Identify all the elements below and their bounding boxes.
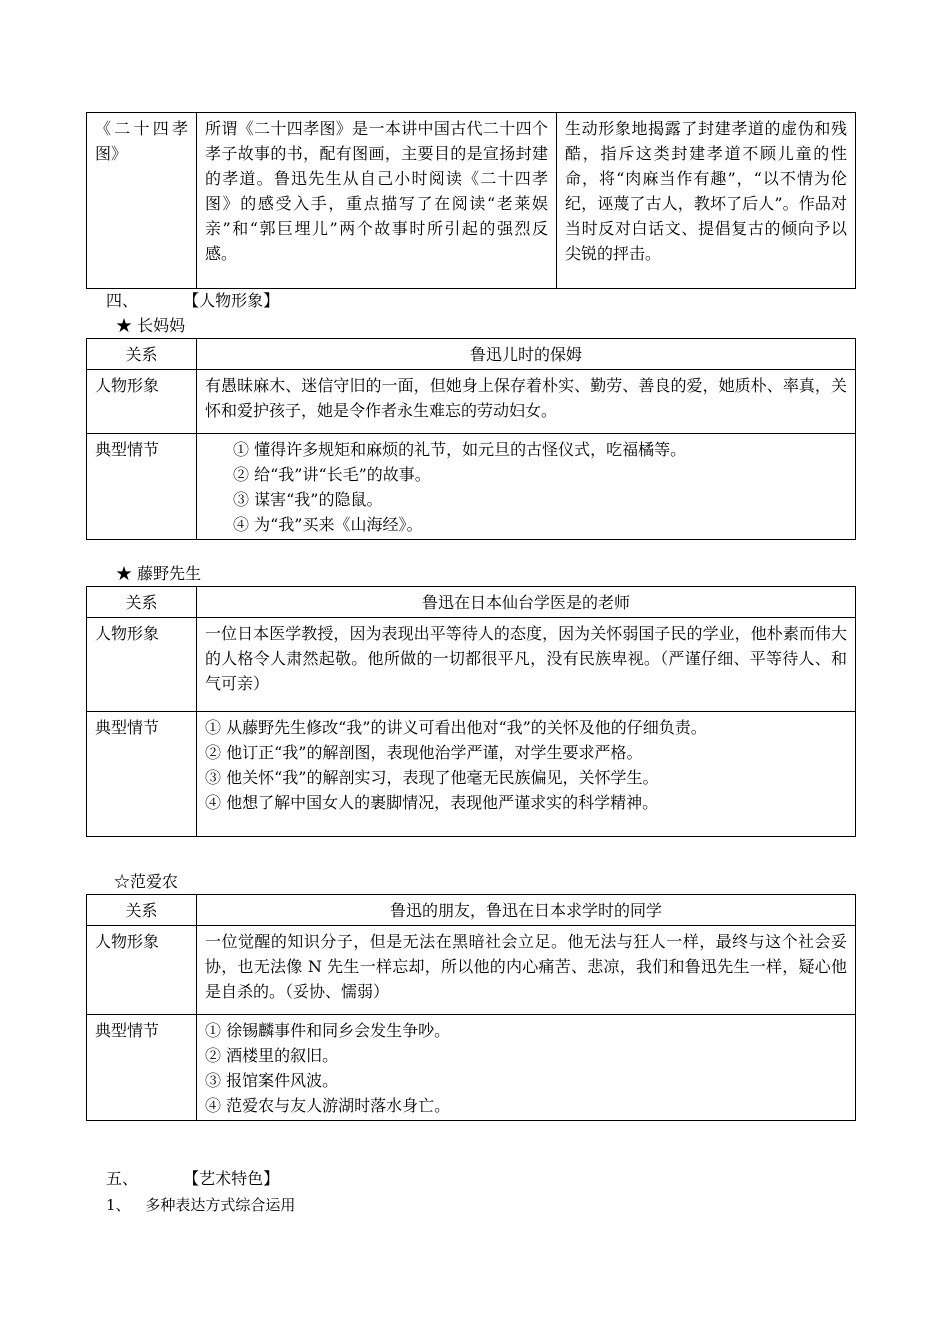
image-value: 一位觉醒的知识分子，但是无法在黑暗社会立足。他无法与狂人一样，最终与这个社会妥协，也无法像 N 先生一样忘却，所以他的内心痛苦、悲凉，我们和鲁迅先生一样，疑心他是自杀的。（妥协、懦弱） xyxy=(197,926,856,1015)
plots-cell xyxy=(197,1015,856,1121)
image-value: 有愚昧麻木、迷信守旧的一面，但她身上保存着朴实、勤劳、善良的爱，她质朴、率真，关怀和爱护孩子，她是令作者永生难忘的劳动妇女。 xyxy=(197,370,856,434)
table-row xyxy=(87,895,856,926)
character-heading-chang-mama: ★ 长妈妈 xyxy=(116,316,186,335)
plot-item: ③ 报馆案件风波。 xyxy=(205,1071,339,1090)
plot-item: ① 懂得许多规矩和麻烦的礼节，如元旦的古怪仪式，吃福橘等。 xyxy=(233,440,687,459)
work-title-cell: 《二十四孝图》 xyxy=(87,113,197,289)
relation-value: 鲁迅儿时的保姆 xyxy=(197,339,856,370)
row-label-relation: 关系 xyxy=(87,587,197,618)
section-4-number: 四、 xyxy=(106,291,139,310)
plot-item: ③ 他关怀“我”的解剖实习，表现了他毫无民族偏见，关怀学生。 xyxy=(205,768,659,787)
row-label-relation: 关系 xyxy=(87,339,197,370)
work-summary-table xyxy=(86,112,856,289)
character-table-fujino xyxy=(86,586,856,837)
character-heading-fan-ainong: ☆范爱农 xyxy=(114,872,179,891)
row-label-image: 人物形象 xyxy=(87,926,197,1015)
table-row xyxy=(87,587,856,618)
relation-value: 鲁迅在日本仙台学医是的老师 xyxy=(197,587,856,618)
row-label-plots: 典型情节 xyxy=(87,434,197,540)
plot-item: ② 给“我”讲“长毛”的故事。 xyxy=(233,465,431,484)
plot-item: ② 他订正“我”的解剖图，表现他治学严谨，对学生要求严格。 xyxy=(205,743,643,762)
table-row xyxy=(87,370,856,434)
row-label-image: 人物形象 xyxy=(87,370,197,434)
table-row xyxy=(87,1015,856,1121)
plot-item: ① 从藤野先生修改“我”的讲义可看出他对“我”的关怀及他的仔细负责。 xyxy=(205,718,707,737)
table-row xyxy=(87,339,856,370)
item-1-text: 多种表达方式综合运用 xyxy=(145,1196,296,1214)
table-row xyxy=(87,712,856,837)
relation-value: 鲁迅的朋友，鲁迅在日本求学时的同学 xyxy=(197,895,856,926)
table-row xyxy=(87,618,856,712)
section-5-heading xyxy=(106,1168,279,1190)
work-content-cell: 所谓《二十四孝图》是一本讲中国古代二十四个孝子故事的书，配有图画，主要目的是宣扬封建的孝道。鲁迅先生从自己小时阅读《二十四孝图》的感受入手，重点描写了在阅读“老莱娱亲”和“郭巨埋儿”两个故事时所引起的强烈反感。 xyxy=(197,113,557,289)
plots-cell xyxy=(197,712,856,837)
plot-item: ③ 谋害“我”的隐鼠。 xyxy=(233,490,383,509)
plot-item: ① 徐锡麟事件和同乡会发生争吵。 xyxy=(205,1021,451,1040)
item-1-number: 1、 xyxy=(106,1196,131,1214)
table-row xyxy=(87,926,856,1015)
character-heading-fujino: ★ 藤野先生 xyxy=(116,564,202,583)
work-theme-cell: 生动形象地揭露了封建孝道的虚伪和残酷，指斥这类封建孝道不顾儿童的性命，将“肉麻当作有趣”，“以不情为伦纪，诬蔑了古人，教坏了后人”。作品对当时反对白话文、提倡复古的倾向予以尖锐的抨击。 xyxy=(557,113,856,289)
character-table-chang-mama xyxy=(86,338,856,540)
row-label-plots: 典型情节 xyxy=(87,1015,197,1121)
image-value: 一位日本医学教授，因为表现出平等待人的态度，因为关怀弱国子民的学业，他朴素而伟大的人格令人肃然起敬。他所做的一切都很平凡，没有民族卑视。（严谨仔细、平等待人、和气可亲） xyxy=(197,618,856,712)
row-label-image: 人物形象 xyxy=(87,618,197,712)
plot-item: ④ 他想了解中国女人的裹脚情况，表现他严谨求实的科学精神。 xyxy=(205,793,659,812)
plots-cell xyxy=(197,434,856,540)
item-1 xyxy=(106,1194,295,1216)
plot-item: ④ 为“我”买来《山海经》。 xyxy=(233,515,423,534)
row-label-plots: 典型情节 xyxy=(87,712,197,837)
section-5-title: 【艺术特色】 xyxy=(183,1169,280,1188)
table-row xyxy=(87,113,856,289)
plot-item: ④ 范爱农与友人游湖时落水身亡。 xyxy=(205,1096,451,1115)
character-table-fan-ainong xyxy=(86,894,856,1121)
table-row xyxy=(87,434,856,540)
section-5-number: 五、 xyxy=(106,1169,139,1188)
section-4-title: 【人物形象】 xyxy=(183,291,280,310)
row-label-relation: 关系 xyxy=(87,895,197,926)
plot-item: ② 酒楼里的叙旧。 xyxy=(205,1046,339,1065)
section-4-heading xyxy=(106,290,279,312)
